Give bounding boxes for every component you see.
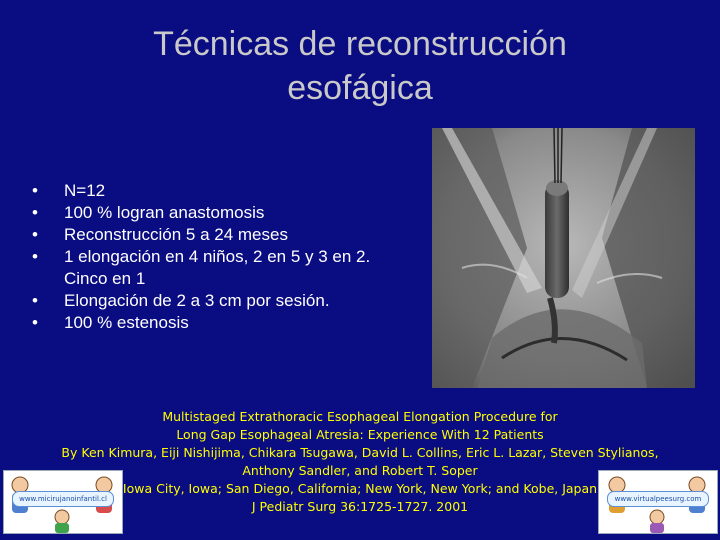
bullet-marker: • <box>32 181 38 200</box>
slide-title-line-1: Técnicas de reconstrucción <box>153 25 567 63</box>
site-url-left: www.micirujanoinfantil.cl <box>12 491 114 507</box>
bullet-item <box>28 290 418 312</box>
bullet-text: 100 % logran anastomosis <box>64 203 265 222</box>
bullet-marker: • <box>32 203 38 222</box>
bullet-marker: • <box>32 225 38 244</box>
bullet-item <box>28 246 418 290</box>
slide-title-line-2: esofágica <box>287 69 433 107</box>
site-logo-left[interactable] <box>3 470 123 534</box>
bullet-item <box>28 180 418 202</box>
slide-title <box>60 22 660 110</box>
citation-line: Long Gap Esophageal Atresia: Experience With 12 Patients <box>176 427 544 442</box>
bullet-list <box>28 180 418 334</box>
citation-line: J Pediatr Surg 36:1725-1727. 2001 <box>251 499 469 514</box>
bullet-text: N=12 <box>64 181 106 200</box>
citation-line: Multistaged Extrathoracic Esophageal Elongation Procedure for <box>162 409 558 424</box>
citation-line: By Ken Kimura, Eiji Nishijima, Chikara Tsugawa, David L. Collins, Eric L. Lazar, Steven Stylianos, <box>61 445 659 460</box>
surgical-photo-image <box>432 128 695 388</box>
site-url-right: www.virtualpeesurg.com <box>607 491 709 507</box>
bullet-item <box>28 312 418 334</box>
bullet-marker: • <box>32 313 38 332</box>
bullet-item <box>28 224 418 246</box>
citation-line: Anthony Sandler, and Robert T. Soper <box>242 463 478 478</box>
surgical-photo <box>432 128 695 388</box>
citation-line: Iowa City, Iowa; San Diego, California; New York, New York; and Kobe, Japan <box>122 481 598 496</box>
bullet-marker: • <box>32 247 38 266</box>
bullet-text: 100 % estenosis <box>64 313 189 332</box>
bullet-text: 1 elongación en 4 niños, 2 en 5 y 3 en 2. Cinco en 1 <box>64 247 371 288</box>
bullet-text: Reconstrucción 5 a 24 meses <box>64 225 288 244</box>
bullet-marker: • <box>32 291 38 310</box>
site-logo-right[interactable] <box>598 470 718 534</box>
bullet-item <box>28 202 418 224</box>
bullet-text: Elongación de 2 a 3 cm por sesión. <box>64 291 330 310</box>
